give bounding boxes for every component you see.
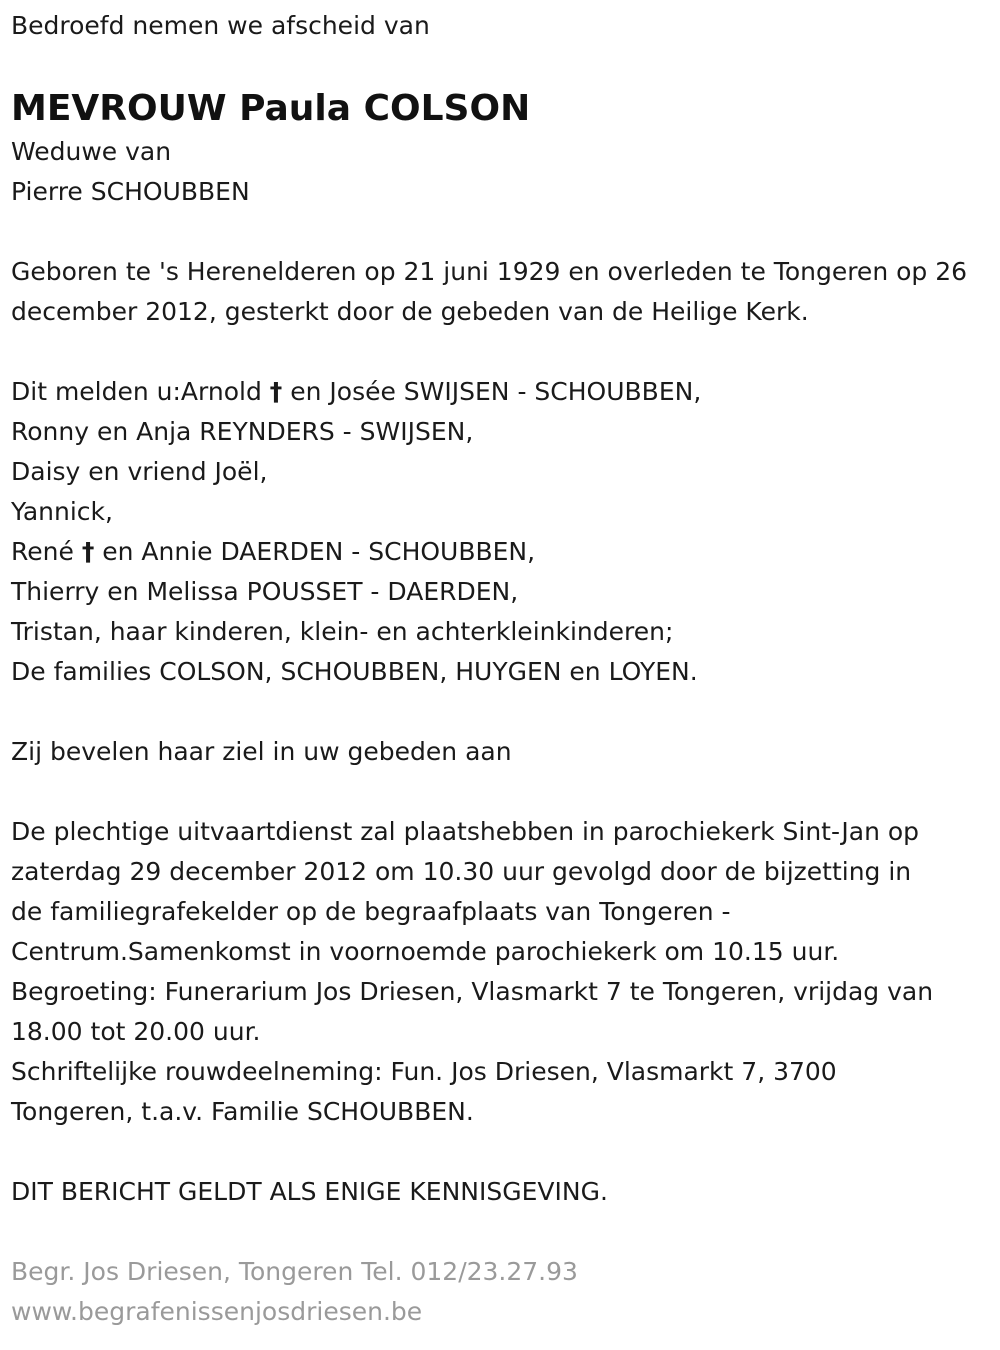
family-line: Ronny en Anja REYNDERS - SWIJSEN,	[11, 417, 474, 446]
family-line: Yannick,	[11, 497, 113, 526]
prayer-text: Zij bevelen haar ziel in uw gebeden aan	[11, 737, 512, 766]
intro-text: Bedroefd nemen we afscheid van	[11, 11, 430, 40]
family-line: Daisy en vriend Joël,	[11, 457, 268, 486]
widow-of-label: Weduwe van	[11, 137, 172, 166]
death-notice	[11, 0, 996, 1332]
service-line: Schriftelijke rouwdeelneming: Fun. Jos Driesen, Vlasmarkt 7, 3700	[11, 1057, 837, 1086]
service-line: Begroeting: Funerarium Jos Driesen, Vlasmarkt 7 te Tongeren, vrijdag van	[11, 977, 934, 1006]
family-line: Thierry en Melissa POUSSET - DAERDEN,	[11, 577, 519, 606]
cross-icon: †	[269, 377, 283, 406]
cross-icon: †	[81, 537, 95, 566]
birth-death-text: Geboren te 's Herenelderen op 21 juni 1929 en overleden te Tongeren op 26 december 2012, gesterkt door de gebeden van de Heilige Kerk.	[11, 257, 968, 326]
family-line: De families COLSON, SCHOUBBEN, HUYGEN en LOYEN.	[11, 657, 698, 686]
family-line: Dit melden u:Arnold † en Josée SWIJSEN - SCHOUBBEN,	[11, 377, 702, 406]
deceased-name: MEVROUW Paula COLSON	[11, 88, 531, 129]
service-line: de familiegrafekelder op de begraafplaats van Tongeren -	[11, 897, 731, 926]
service-details	[11, 812, 996, 1132]
service-line: 18.00 tot 20.00 uur.	[11, 1017, 261, 1046]
service-line: Centrum.Samenkomst in voornoemde parochiekerk om 10.15 uur.	[11, 937, 840, 966]
family-list	[11, 372, 996, 692]
service-line: Tongeren, t.a.v. Familie SCHOUBBEN.	[11, 1097, 474, 1126]
notice-text: DIT BERICHT GELDT ALS ENIGE KENNISGEVING.	[11, 1177, 608, 1206]
family-line: Tristan, haar kinderen, klein- en achterkleinkinderen;	[11, 617, 674, 646]
footer-contact: Begr. Jos Driesen, Tongeren Tel. 012/23.27.93	[11, 1257, 578, 1286]
service-line: De plechtige uitvaartdienst zal plaatshebben in parochiekerk Sint-Jan op	[11, 817, 920, 846]
family-line: René † en Annie DAERDEN - SCHOUBBEN,	[11, 537, 536, 566]
spouse-name: Pierre SCHOUBBEN	[11, 177, 250, 206]
footer-website[interactable]: www.begrafenissenjosdriesen.be	[11, 1297, 423, 1326]
service-line: zaterdag 29 december 2012 om 10.30 uur gevolgd door de bijzetting in	[11, 857, 912, 886]
